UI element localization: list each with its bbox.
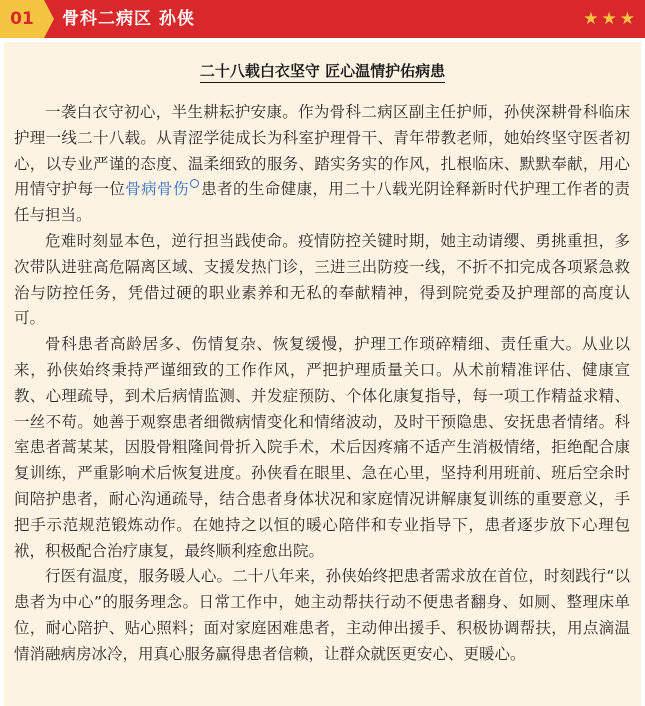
paragraph	[14, 100, 630, 229]
article-title-text: 二十八载白衣坚守 匠心温情护佑病患	[200, 62, 445, 83]
star-icon: ★	[601, 9, 617, 29]
article-panel	[4, 42, 641, 706]
article-body	[14, 100, 630, 668]
paragraph: 行医有温度，服务暖人心。二十八年来，孙侠始终把患者需求放在首位，时刻践行“以患者为中心”的服务理念。日常工作中，她主动帮扶行动不便患者翻身、如厕、整理床单位，耐心陪护、贴心照料；面对家庭困难患者，主动伸出援手、积极协调帮扶，用点滴温情消融病房冰冷，用真心服务赢得患者信赖，让群众就医更安心、更暖心。	[14, 567, 630, 663]
section-header	[0, 0, 645, 38]
section-title: 骨科二病区 孙侠	[62, 9, 195, 29]
keyword-link[interactable]: 骨病骨伤	[125, 180, 189, 199]
paragraph-text: 一袭白衣守初心，半生耕耘护安康。作为骨科二病区副主任护师，孙侠深耕骨科临床护理一线二十八载。从青涩学徒成长为科室护理骨干、青年带教老师，她始终坚守医者初心，以专业严谨的态度、温柔细致的服务、踏实务实的作风，扎根临床、默默奉献，用心用情守护每一位	[14, 103, 630, 199]
stars-decoration	[583, 0, 635, 38]
paragraph: 骨科患者高龄居多、伤情复杂、恢复缓慢，护理工作琐碎精细、责任重大。从业以来，孙侠始终秉持严谨细致的工作作风，严把护理质量关口。从术前精准评估、健康宣教、心理疏导，到术后病情监测、并发症预防、个体化康复指导，每一项工作精益求精、一丝不苟。她善于观察患者细微病情变化和情绪波动，及时干预隐患、安抚患者情绪。科室患者蒿某某，因股骨粗隆间骨折入院手术，术后因疼痛不适产生消极情绪，拒绝配合康复训练，严重影响术后恢复进度。孙侠看在眼里、急在心里，坚持利用班前、班后空余时间陪护患者，耐心沟通疏导，结合患者身体状况和家庭情况讲解康复训练的重要意义，手把手示范规范锻炼动作。在她持之以恒的暖心陪伴和专业指导下，患者逐步放下心理包袱，积极配合治疗康复，最终顺利痊愈出院。	[14, 335, 630, 560]
paragraph-text: 患者的生命健康，用二十八载光阴诠释新时代护理工作者的责任与担当。	[14, 180, 630, 225]
chevron-icon	[44, 0, 54, 38]
article-title	[4, 60, 641, 81]
star-icon: ★	[619, 9, 635, 29]
star-icon: ★	[583, 9, 599, 29]
search-icon[interactable]	[190, 179, 199, 188]
paragraph: 危难时刻显本色，逆行担当践使命。疫情防控关键时期，她主动请缨、勇挑重担，多次带队进驻高危隔离区域、支援发热门诊，三进三出防疫一线，不折不扣完成各项紧急救治与防控任务，凭借过硬的职业素养和无私的奉献精神，得到院党委及护理部的高度认可。	[14, 231, 630, 328]
section-number-badge: 01	[0, 0, 44, 38]
